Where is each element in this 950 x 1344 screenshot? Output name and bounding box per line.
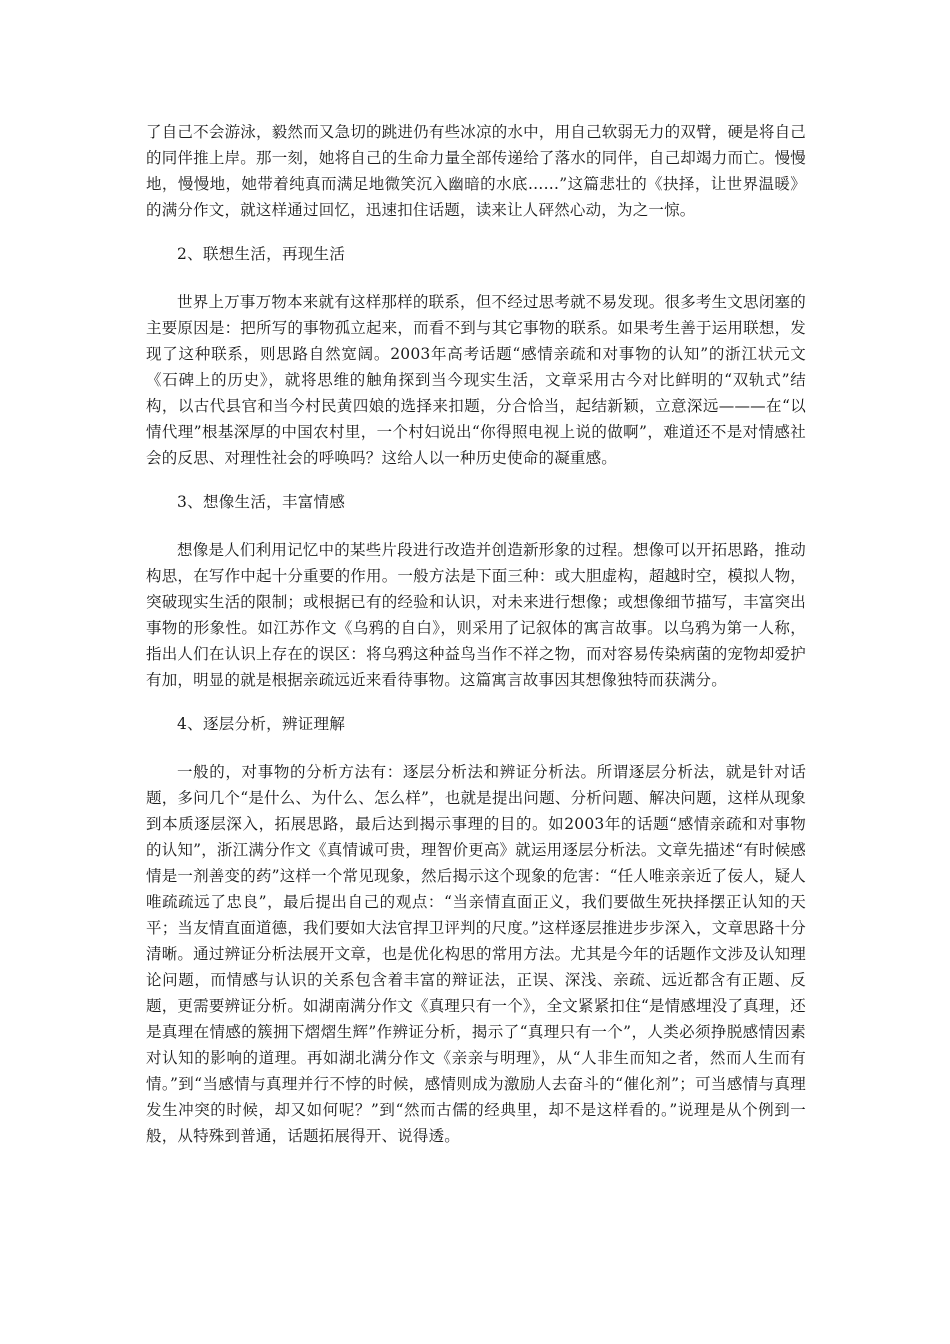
paragraph-association: 世界上万事万物本来就有这样那样的联系，但不经过思考就不易发现。很多考生文思闭塞的主要原因是：把所写的事物孤立起来，而看不到与其它事物的联系。如果考生善于运用联想，发现了这种联系，则思路自然宽阔。2003年高考话题“感情亲疏和对事物的认知”的浙江状元文《石碑上的历史》，就将思维的触角探到当今现实生活，文章采用古今对比鲜明的“双轨式”结构，以古代县官和当今村民黄四娘的选择来扣题，分合恰当，起结新颖，立意深远———在“以情代理”根基深厚的中国农村里，一个村妇说出“你得照电视上说的做啊”，难道还不是对情感社会的反思、对理性社会的呼唤吗？这给人以一种历史使命的凝重感。 [146,293,806,467]
document-page [146,119,806,1149]
paragraph-imagination: 想像是人们利用记忆中的某些片段进行改造并创造新形象的过程。想像可以开拓思路，推动构思，在写作中起十分重要的作用。一般方法是下面三种：或大胆虚构，超越时空，模拟人物，突破现实生活的限制；或根据已有的经验和认识，对未来进行想像；或想像细节描写，丰富突出事物的形象性。如江苏作文《乌鸦的自白》，则采用了记叙体的寓言故事。以乌鸦为第一人称，指出人们在认识上存在的误区：将乌鸦这种益鸟当作不祥之物，而对容易传染病菌的宠物却爱护有加，明显的就是根据亲疏远近来看待事物。这篇寓言故事因其想像独特而获满分。 [146,541,806,689]
section-heading-3: 3、想像生活，丰富情感 [177,493,346,511]
section-heading-4: 4、逐层分析，辨证理解 [177,715,346,733]
paragraph-analysis: 一般的，对事物的分析方法有：逐层分析法和辨证分析法。所谓逐层分析法，就是针对话题，多问几个“是什么、为什么、怎么样”，也就是提出问题、分析问题、解决问题，这样从现象到本质逐层深入，拓展思路，最后达到揭示事理的目的。如2003年的话题“感情亲疏和对事物的认知”，浙江满分作文《真情诚可贵，理智价更高》就运用逐层分析法。文章先描述“有时候感情是一剂善变的药”这样一个常见现象，然后揭示这个现象的危害：“任人唯亲亲近了佞人，疑人唯疏疏远了忠良”，最后提出自己的观点：“当亲情直面正义，我们要做生死抉择摆正认知的天平；当友情直面道德，我们要如大法官捍卫评判的尺度。”这样逐层推进步步深入，文章思路十分清晰。通过辨证分析法展开文章，也是优化构思的常用方法。尤其是今年的话题作文涉及认知理论问题，而情感与认识的关系包含着丰富的辩证法，正误、深浅、亲疏、远近都含有正题、反题，更需要辨证分析。如湖南满分作文《真理只有一个》，全文紧紧扣住“是情感埋没了真理，还是真理在情感的簇拥下熠熠生辉”作辨证分析，揭示了“真理只有一个”，人类必须挣脱感情因素对认知的影响的道理。再如湖北满分作文《亲亲与明理》，从“人非生而知之者，然而人生而有情。”到“当感情与真理并行不悖的时候，感情则成为激励人去奋斗的“催化剂”；可当感情与真理发生冲突的时候，却又如何呢？”到“然而古儒的经典里，却不是这样看的。”说理是从个例到一般，从特殊到普通，话题拓展得开、说得透。 [146,763,806,1145]
section-heading-2: 2、联想生活，再现生活 [177,245,346,263]
paragraph-continuation: 了自己不会游泳，毅然而又急切的跳进仍有些冰凉的水中，用自己软弱无力的双臂，硬是将自己的同伴推上岸。那一刻，她将自己的生命力量全部传递给了落水的同伴，自己却竭力而亡。慢慢地，慢慢地，她带着纯真而满足地微笑沉入幽暗的水底……”这篇悲壮的《抉择，让世界温暖》的满分作文，就这样通过回忆，迅速扣住话题，读来让人砰然心动，为之一惊。 [146,123,806,219]
